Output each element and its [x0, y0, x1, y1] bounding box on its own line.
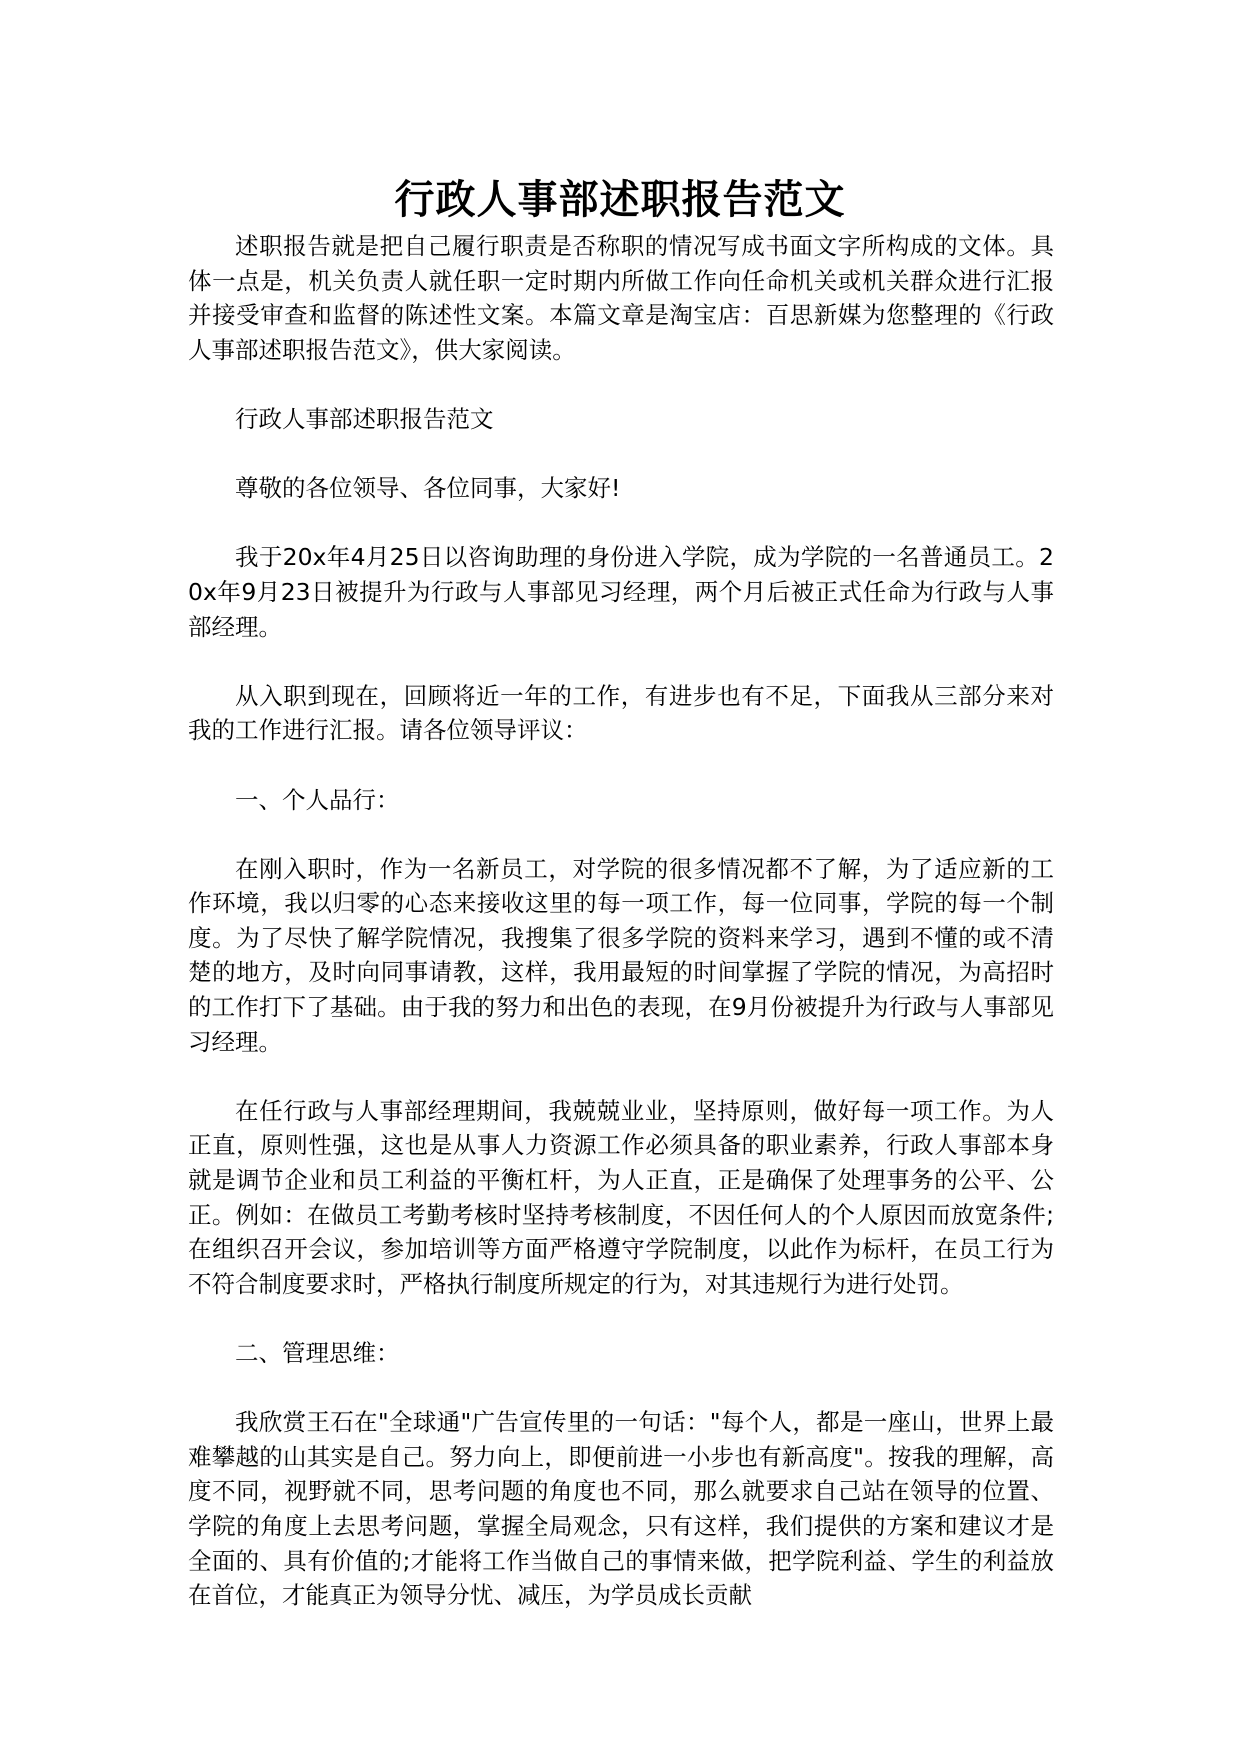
subtitle-paragraph: 行政人事部述职报告范文	[235, 404, 494, 433]
body-paragraph: 在刚入职时，作为一名新员工，对学院的很多情况都不了解，为了适应新的工作环境，我以归零的心态来接收这里的每一项工作，每一位同事，学院的每一个制度。为了尽快了解学院情况，我搜集了很多学院的资料来学习，遇到不懂的或不清楚的地方，及时向同事请教，这样，我用最短的时间掌握了学院的情况，为高招时的工作打下了基础。由于我的努力和出色的表现，在9月份被提升为行政与人事部见习经理。	[188, 854, 1054, 1056]
section-heading: 二、管理思维：	[235, 1339, 400, 1367]
greeting-paragraph: 尊敬的各位领导、各位同事，大家好!	[235, 474, 621, 503]
document-title: 行政人事部述职报告范文	[394, 177, 846, 223]
body-paragraph: 从入职到现在，回顾将近一年的工作，有进步也有不足，下面我从三部分来对我的工作进行汇报。请各位领导评议：	[188, 681, 1054, 745]
body-paragraph: 在任行政与人事部经理期间，我兢兢业业，坚持原则，做好每一项工作。为人正直，原则性强，这也是从事人力资源工作必须具备的职业素养，行政人事部本身就是调节企业和员工利益的平衡杠杆，为人正直，正是确保了处理事务的公平、公正。例如：在做员工考勤考核时坚持考核制度，不因任何人的个人原因而放宽条件;在组织召开会议，参加培训等方面严格遵守学院制度，以此作为标杆，在员工行为不符合制度要求时，严格执行制度所规定的行为，对其违规行为进行处罚。	[188, 1096, 1054, 1298]
section-heading: 一、个人品行：	[235, 785, 400, 814]
document-body	[188, 229, 1054, 1613]
intro-paragraph: 述职报告就是把自己履行职责是否称职的情况写成书面文字所构成的文体。具体一点是，机关负责人就任职一定时期内所做工作向任命机关或机关群众进行汇报并接受审查和监督的陈述性文案。本篇文章是淘宝店：百思新媒为您整理的《行政人事部述职报告范文》，供大家阅读。	[188, 232, 1054, 364]
body-paragraph: 我于20x年4月25日以咨询助理的身份进入学院，成为学院的一名普通员工。20x年9月23日被提升为行政与人事部见习经理，两个月后被正式任命为行政与人事部经理。	[188, 543, 1054, 641]
body-paragraph: 我欣赏王石在"全球通"广告宣传里的一句话："每个人，都是一座山，世界上最难攀越的山其实是自己。努力向上，即便前进一小步也有新高度"。按我的理解，高度不同，视野就不同，思考问题的角度也不同，那么就要求自己站在领导的位置、学院的角度上去思考问题，掌握全局观念，只有这样，我们提供的方案和建议才是全面的、具有价值的;才能将工作当做自己的事情来做，把学院利益、学生的利益放在首位，才能真正为领导分忧、减压，为学员成长贡献	[188, 1408, 1054, 1610]
